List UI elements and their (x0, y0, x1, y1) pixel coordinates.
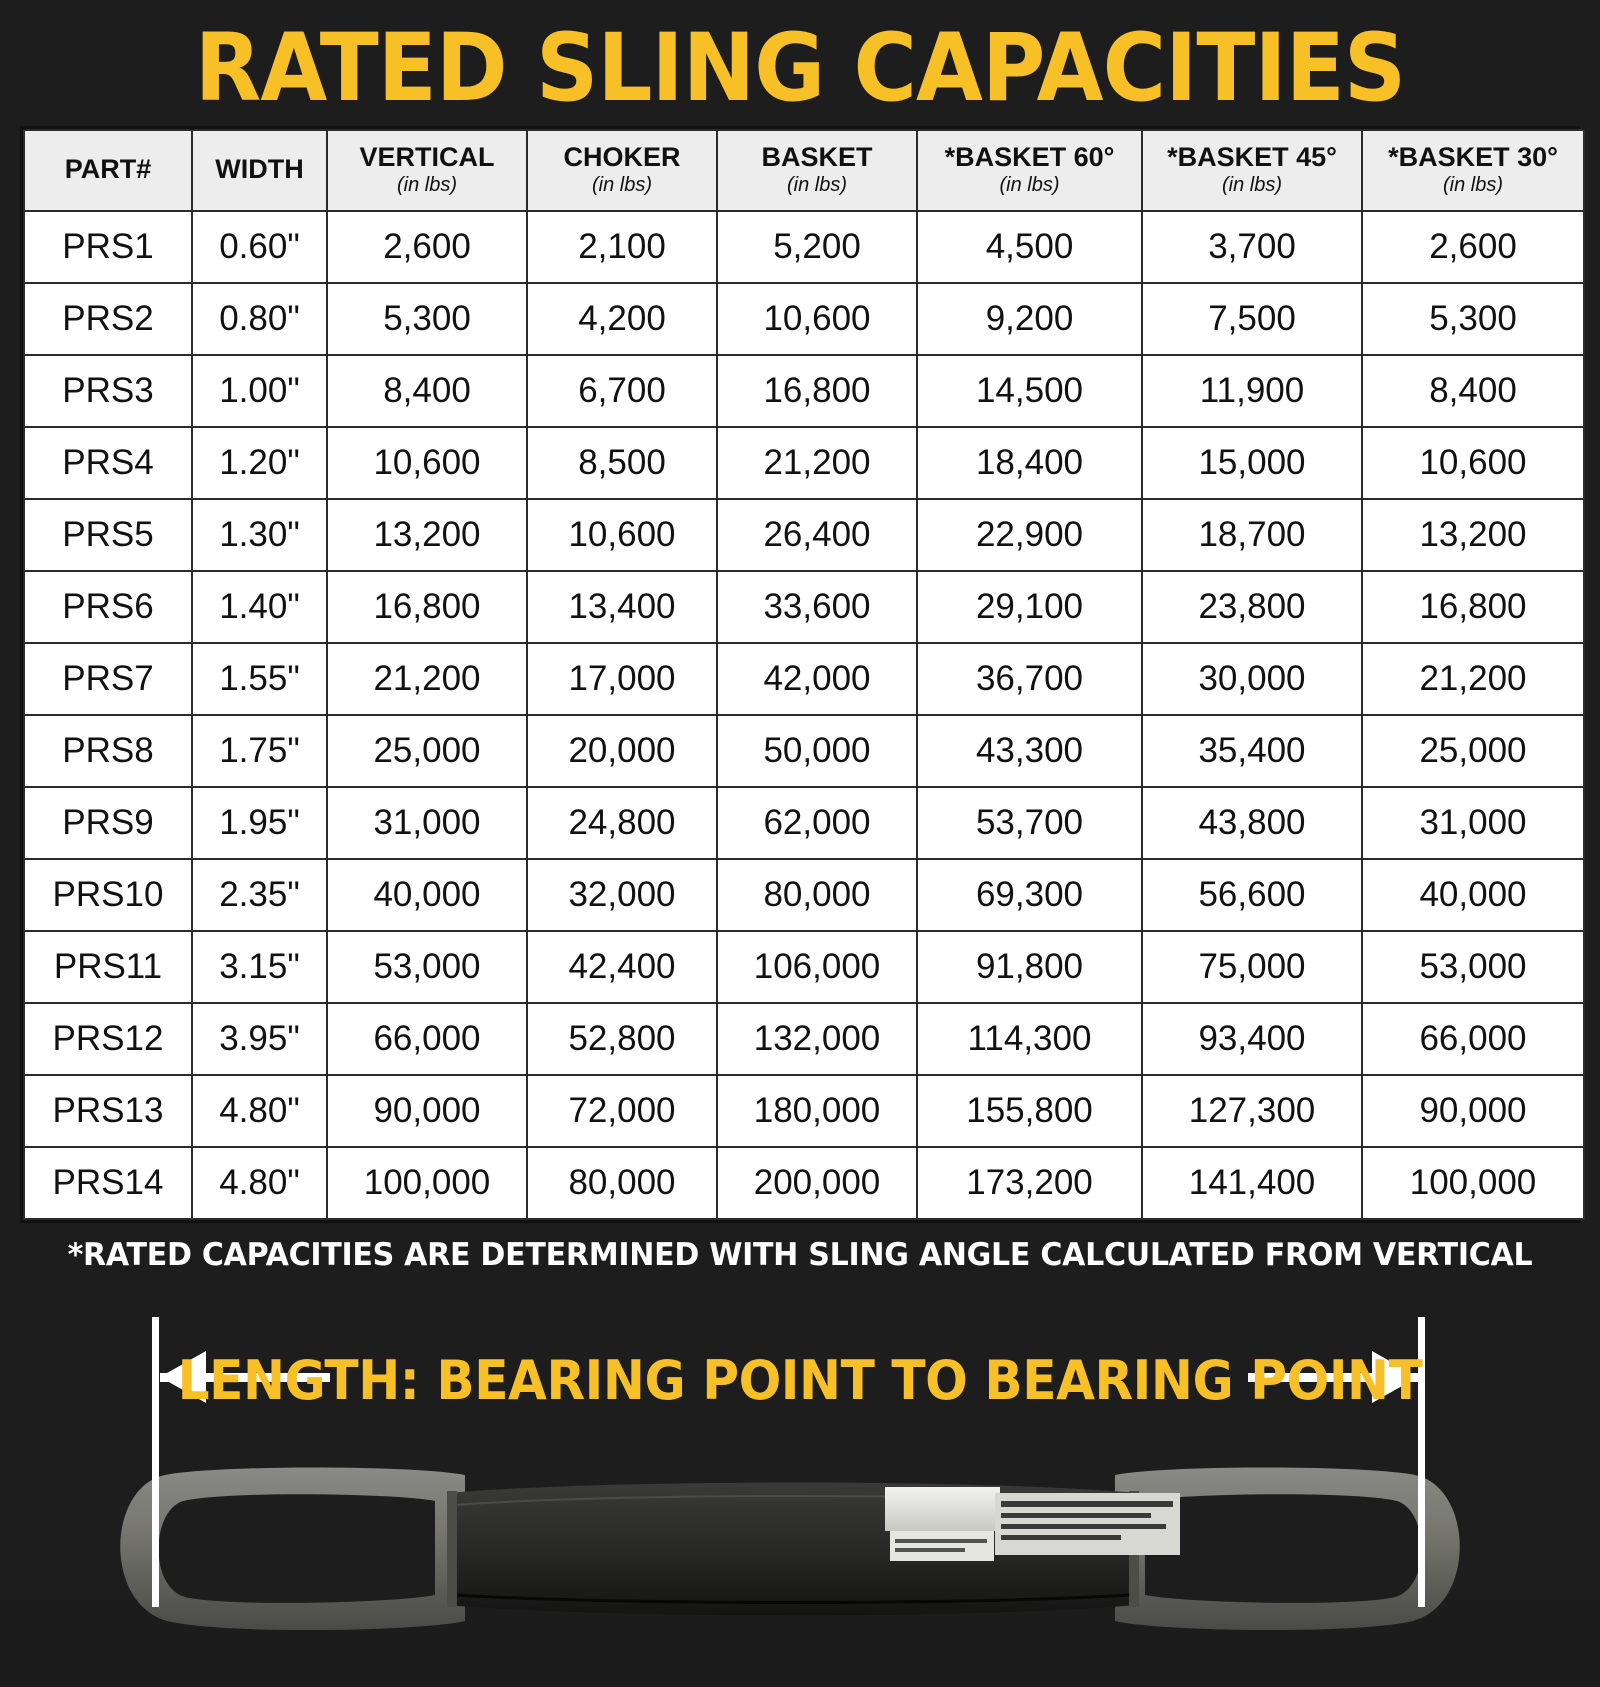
table-row (24, 427, 1584, 499)
capacity-cell: 1.20" (192, 427, 327, 499)
capacity-cell: 5,300 (327, 283, 527, 355)
capacity-cell: 16,800 (327, 571, 527, 643)
part-number-cell: PRS11 (24, 931, 192, 1003)
part-number-cell: PRS10 (24, 859, 192, 931)
capacity-cell: 1.40" (192, 571, 327, 643)
capacity-cell: 200,000 (717, 1147, 917, 1219)
column-header-unit: (in lbs) (1221, 173, 1282, 196)
capacity-cell: 93,400 (1142, 1003, 1362, 1075)
capacity-cell: 80,000 (717, 859, 917, 931)
table-row (24, 571, 1584, 643)
capacity-cell: 18,400 (917, 427, 1142, 499)
capacity-cell: 25,000 (1362, 715, 1584, 787)
capacity-cell: 20,000 (527, 715, 717, 787)
page-title: RATED SLING CAPACITIES (194, 14, 1406, 123)
round-sling-image (95, 1435, 1485, 1665)
part-number-cell: PRS4 (24, 427, 192, 499)
capacity-cell: 26,400 (717, 499, 917, 571)
part-number-cell: PRS9 (24, 787, 192, 859)
capacity-cell: 4,500 (917, 211, 1142, 283)
capacity-cell: 32,000 (527, 859, 717, 931)
capacity-cell: 91,800 (917, 931, 1142, 1003)
capacity-cell: 80,000 (527, 1147, 717, 1219)
capacity-cell: 66,000 (327, 1003, 527, 1075)
capacity-cell: 42,000 (717, 643, 917, 715)
capacity-cell: 1.95" (192, 787, 327, 859)
capacity-cell: 2,600 (1362, 211, 1584, 283)
capacity-cell: 31,000 (327, 787, 527, 859)
column-header-unit: (in lbs) (591, 173, 652, 196)
capacity-cell: 50,000 (717, 715, 917, 787)
table-body (24, 211, 1584, 1219)
capacity-cell: 30,000 (1142, 643, 1362, 715)
capacity-cell: 53,000 (1362, 931, 1584, 1003)
capacity-footnote: *RATED CAPACITIES ARE DETERMINED WITH SLING ANGLE CALCULATED FROM VERTICAL (67, 1236, 1533, 1273)
capacity-cell: 10,600 (327, 427, 527, 499)
column-header-width (192, 130, 327, 211)
capacity-cell: 3,700 (1142, 211, 1362, 283)
capacity-cell: 100,000 (327, 1147, 527, 1219)
part-number-cell: PRS3 (24, 355, 192, 427)
capacity-cell: 53,700 (917, 787, 1142, 859)
capacity-cell: 2,600 (327, 211, 527, 283)
table-row (24, 931, 1584, 1003)
table-row (24, 211, 1584, 283)
capacity-cell: 10,600 (717, 283, 917, 355)
column-header-unit: (in lbs) (396, 173, 457, 196)
capacity-cell: 25,000 (327, 715, 527, 787)
capacity-cell: 10,600 (527, 499, 717, 571)
column-header-basket-60 (917, 130, 1142, 211)
capacity-cell: 141,400 (1142, 1147, 1362, 1219)
capacity-cell: 40,000 (327, 859, 527, 931)
part-number-cell: PRS14 (24, 1147, 192, 1219)
capacity-cell: 180,000 (717, 1075, 917, 1147)
capacity-cell: 13,200 (1362, 499, 1584, 571)
capacity-cell: 1.55" (192, 643, 327, 715)
capacity-cell: 16,800 (717, 355, 917, 427)
column-header-label: CHOKER (563, 142, 681, 172)
table-row (24, 1003, 1584, 1075)
table-row (24, 715, 1584, 787)
capacity-cell: 22,900 (917, 499, 1142, 571)
capacity-cell: 72,000 (527, 1075, 717, 1147)
capacity-cell: 155,800 (917, 1075, 1142, 1147)
capacity-cell: 21,200 (1362, 643, 1584, 715)
capacity-cell: 2,100 (527, 211, 717, 283)
capacity-cell: 173,200 (917, 1147, 1142, 1219)
capacity-table-container (20, 126, 1580, 1223)
part-number-cell: PRS2 (24, 283, 192, 355)
table-header (24, 130, 1584, 211)
capacity-cell: 90,000 (327, 1075, 527, 1147)
capacity-cell: 29,100 (917, 571, 1142, 643)
column-header-label: *BASKET 45° (1167, 142, 1337, 172)
column-header-vertical (327, 130, 527, 211)
capacity-cell: 1.75" (192, 715, 327, 787)
part-number-cell: PRS7 (24, 643, 192, 715)
capacity-cell: 9,200 (917, 283, 1142, 355)
table-row (24, 1075, 1584, 1147)
column-header-label: BASKET (761, 142, 873, 172)
part-number-cell: PRS1 (24, 211, 192, 283)
capacity-cell: 10,600 (1362, 427, 1584, 499)
capacity-cell: 4.80" (192, 1147, 327, 1219)
capacity-cell: 56,600 (1142, 859, 1362, 931)
column-header-label: WIDTH (215, 154, 304, 185)
column-header-choker (527, 130, 717, 211)
capacity-cell: 42,400 (527, 931, 717, 1003)
capacity-cell: 4.80" (192, 1075, 327, 1147)
capacity-cell: 114,300 (917, 1003, 1142, 1075)
table-row (24, 859, 1584, 931)
capacity-cell: 23,800 (1142, 571, 1362, 643)
capacity-cell: 53,000 (327, 931, 527, 1003)
capacity-cell: 43,800 (1142, 787, 1362, 859)
capacity-cell: 18,700 (1142, 499, 1362, 571)
capacity-cell: 90,000 (1362, 1075, 1584, 1147)
capacity-cell: 17,000 (527, 643, 717, 715)
capacity-cell: 132,000 (717, 1003, 917, 1075)
column-header-basket (717, 130, 917, 211)
column-header-part (24, 130, 192, 211)
capacity-table (23, 129, 1585, 1220)
capacity-cell: 43,300 (917, 715, 1142, 787)
capacity-cell: 69,300 (917, 859, 1142, 931)
capacity-cell: 8,400 (327, 355, 527, 427)
table-row (24, 1147, 1584, 1219)
column-header-label: *BASKET 30° (1388, 142, 1558, 172)
capacity-cell: 106,000 (717, 931, 917, 1003)
capacity-cell: 40,000 (1362, 859, 1584, 931)
capacity-cell: 13,400 (527, 571, 717, 643)
capacity-cell: 13,200 (327, 499, 527, 571)
column-header-unit: (in lbs) (1442, 173, 1503, 196)
capacity-cell: 11,900 (1142, 355, 1362, 427)
table-row (24, 355, 1584, 427)
capacity-cell: 6,700 (527, 355, 717, 427)
capacity-cell: 0.60" (192, 211, 327, 283)
column-header-basket-30 (1362, 130, 1584, 211)
capacity-cell: 36,700 (917, 643, 1142, 715)
capacity-cell: 16,800 (1362, 571, 1584, 643)
column-header-label: VERTICAL (359, 142, 495, 172)
table-row (24, 283, 1584, 355)
part-number-cell: PRS6 (24, 571, 192, 643)
column-header-label: PART# (64, 154, 152, 185)
capacity-cell: 52,800 (527, 1003, 717, 1075)
column-header-basket-45 (1142, 130, 1362, 211)
column-header-unit: (in lbs) (999, 173, 1060, 196)
capacity-cell: 4,200 (527, 283, 717, 355)
capacity-cell: 66,000 (1362, 1003, 1584, 1075)
capacity-cell: 7,500 (1142, 283, 1362, 355)
table-row (24, 499, 1584, 571)
capacity-cell: 1.00" (192, 355, 327, 427)
capacity-cell: 31,000 (1362, 787, 1584, 859)
capacity-cell: 3.95" (192, 1003, 327, 1075)
capacity-cell: 2.35" (192, 859, 327, 931)
column-header-unit: (in lbs) (786, 173, 847, 196)
capacity-cell: 33,600 (717, 571, 917, 643)
capacity-cell: 100,000 (1362, 1147, 1584, 1219)
part-number-cell: PRS13 (24, 1075, 192, 1147)
part-number-cell: PRS12 (24, 1003, 192, 1075)
sling-diagram (0, 1287, 1600, 1687)
capacity-cell: 1.30" (192, 499, 327, 571)
capacity-cell: 3.15" (192, 931, 327, 1003)
table-row (24, 643, 1584, 715)
column-header-label: *BASKET 60° (944, 142, 1115, 172)
part-number-cell: PRS8 (24, 715, 192, 787)
capacity-cell: 24,800 (527, 787, 717, 859)
capacity-cell: 14,500 (917, 355, 1142, 427)
capacity-cell: 127,300 (1142, 1075, 1362, 1147)
capacity-cell: 8,400 (1362, 355, 1584, 427)
part-number-cell: PRS5 (24, 499, 192, 571)
capacity-cell: 21,200 (327, 643, 527, 715)
capacity-cell: 62,000 (717, 787, 917, 859)
table-row (24, 787, 1584, 859)
capacity-cell: 5,300 (1362, 283, 1584, 355)
capacity-cell: 75,000 (1142, 931, 1362, 1003)
capacity-cell: 35,400 (1142, 715, 1362, 787)
capacity-cell: 0.80" (192, 283, 327, 355)
capacity-cell: 8,500 (527, 427, 717, 499)
table-header-row (24, 130, 1584, 211)
capacity-cell: 5,200 (717, 211, 917, 283)
length-dimension-label: LENGTH: BEARING POINT TO BEARING POINT (177, 1348, 1423, 1412)
capacity-cell: 15,000 (1142, 427, 1362, 499)
capacity-cell: 21,200 (717, 427, 917, 499)
